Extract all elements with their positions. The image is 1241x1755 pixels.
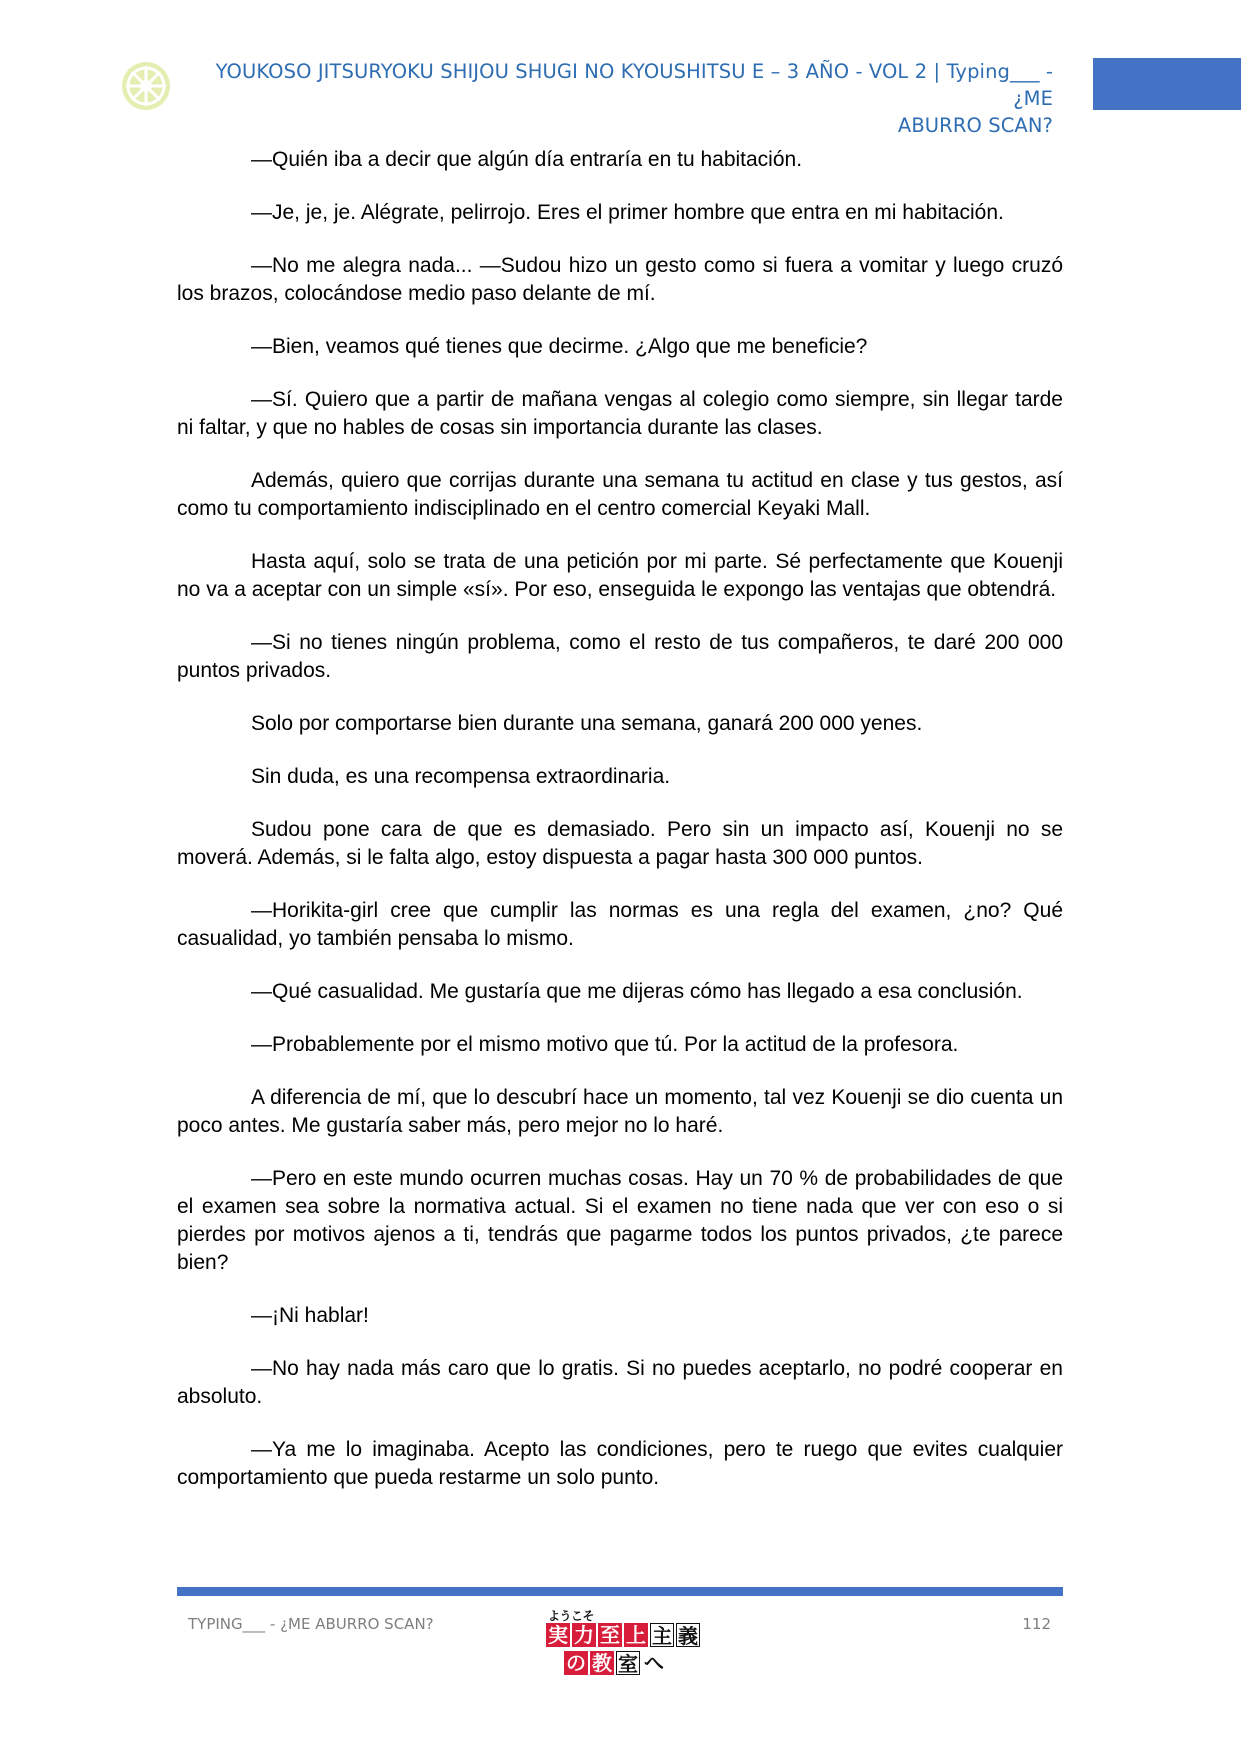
paragraph: —Sí. Quiero que a partir de mañana vengas al colegio como siempre, sin llegar tarde ni faltar, y que no hables de cosas sin importancia durante las clases. xyxy=(177,388,1063,439)
footer-rule xyxy=(177,1587,1063,1596)
logo-char: 実 xyxy=(548,1623,568,1647)
header-line-1: YOUKOSO JITSURYOKU SHIJOU SHUGI NO KYOUSHITSU E – 3 AÑO - VOL 2 | Typing___ - ¿ME xyxy=(215,60,1053,110)
paragraph: —Horikita-girl cree que cumplir las normas es una regla del examen, ¿no? Qué casualidad, yo también pensaba lo mismo. xyxy=(177,899,1063,950)
logo-small-text: ようこそ xyxy=(548,1609,595,1623)
page-body xyxy=(177,146,1063,1517)
logo-char: 上 xyxy=(626,1623,646,1647)
paragraph: —Bien, veamos qué tienes que decirme. ¿Algo que me beneficie? xyxy=(251,335,868,358)
page-number: 112 xyxy=(1022,1615,1051,1633)
logo-row-1 xyxy=(546,1623,700,1647)
paragraph: Además, quiero que corrijas durante una semana tu actitud en clase y tus gestos, así como tu comportamiento indisciplinado en el centro comercial Keyaki Mall. xyxy=(177,469,1063,520)
paragraph: —Pero en este mundo ocurren muchas cosas. Hay un 70 % de probabilidades de que el examen sea sobre la normativa actual. Si el examen no tiene nada que ver con eso o si pierdes por motivos ajenos a ti, tendrás que pagarme todos los puntos privados, ¿te parece bien? xyxy=(177,1167,1063,1274)
series-logo xyxy=(546,1607,696,1675)
logo-char: 主 xyxy=(652,1624,672,1648)
footer-credit: TYPING___ - ¿ME ABURRO SCAN? xyxy=(188,1615,434,1633)
paragraph: —Je, je, je. Alégrate, pelirrojo. Eres el primer hombre que entra en mi habitación. xyxy=(251,201,1004,224)
paragraph: A diferencia de mí, que lo descubrí hace un momento, tal vez Kouenji se dio cuenta un poco antes. Me gustaría saber más, pero mejor no lo haré. xyxy=(177,1086,1063,1137)
logo-char: の xyxy=(566,1651,586,1675)
logo-char: 力 xyxy=(574,1623,594,1647)
page-header-title xyxy=(185,58,1053,139)
paragraph: —Si no tienes ningún problema, como el resto de tus compañeros, te daré 200 000 puntos privados. xyxy=(177,631,1063,682)
logo-char: 教 xyxy=(592,1651,612,1675)
paragraph: —Qué casualidad. Me gustaría que me dijeras cómo has llegado a esa conclusión. xyxy=(251,980,1023,1003)
logo-char: 義 xyxy=(678,1624,698,1648)
wheel-emblem-icon xyxy=(120,60,172,112)
paragraph: —Ya me lo imaginaba. Acepto las condiciones, pero te ruego que evites cualquier comportamiento que pueda restarme un solo punto. xyxy=(177,1438,1063,1489)
paragraph: Solo por comportarse bien durante una semana, ganará 200 000 yenes. xyxy=(251,712,923,735)
logo-char: 室 xyxy=(618,1652,638,1676)
paragraph: —No hay nada más caro que lo gratis. Si no puedes aceptarlo, no podré cooperar en absoluto. xyxy=(177,1357,1063,1408)
header-accent-bar xyxy=(1093,58,1241,110)
paragraph: Sudou pone cara de que es demasiado. Pero sin un impacto así, Kouenji no se moverá. Además, si le falta algo, estoy dispuesta a pagar hasta 300 000 puntos. xyxy=(177,818,1063,869)
paragraph: Sin duda, es una recompensa extraordinaria. xyxy=(251,765,671,788)
paragraph: —No me alegra nada... —Sudou hizo un gesto como si fuera a vomitar y luego cruzó los brazos, colocándose medio paso delante de mí. xyxy=(177,254,1063,305)
paragraph: —Probablemente por el mismo motivo que tú. Por la actitud de la profesora. xyxy=(251,1033,959,1056)
paragraph: Hasta aquí, solo se trata de una petición por mi parte. Sé perfectamente que Kouenji no va a aceptar con un simple «sí». Por eso, enseguida le expongo las ventajas que obtendrá. xyxy=(177,550,1063,601)
logo-char: 至 xyxy=(600,1623,620,1647)
paragraph: —Quién iba a decir que algún día entraría en tu habitación. xyxy=(251,148,803,171)
logo-row-2 xyxy=(564,1651,666,1675)
header-line-2: ABURRO SCAN? xyxy=(897,114,1053,137)
logo-char: へ xyxy=(644,1651,664,1675)
paragraph: —¡Ni hablar! xyxy=(251,1304,369,1327)
